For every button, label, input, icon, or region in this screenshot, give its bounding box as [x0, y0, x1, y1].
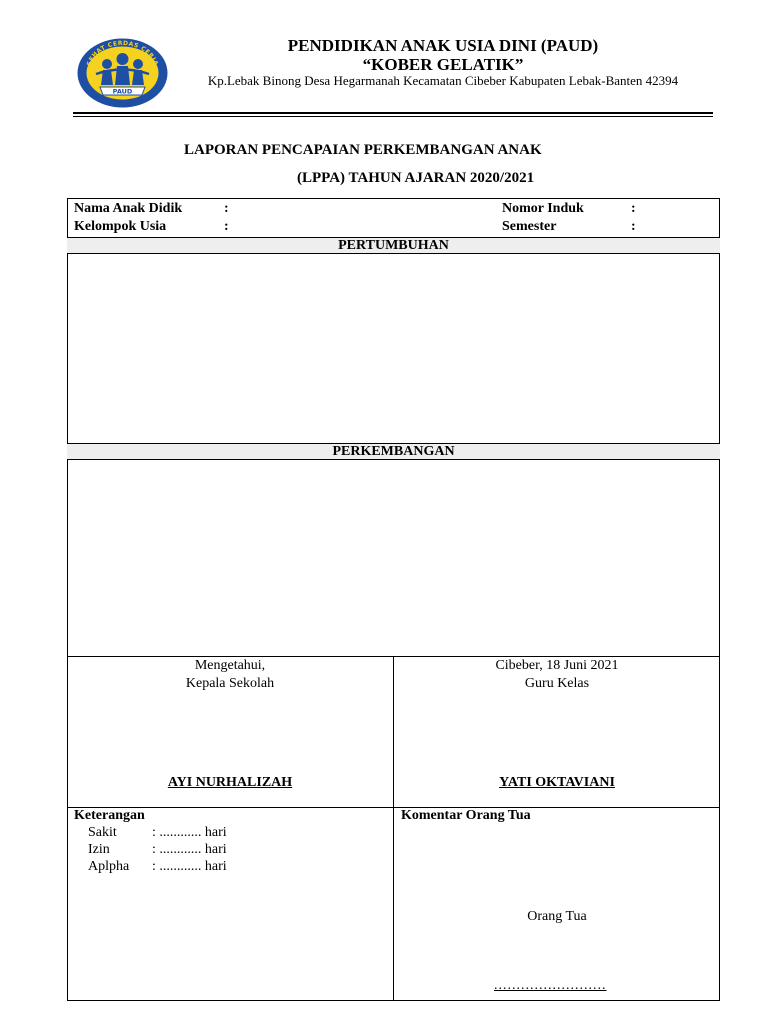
logo-banner-text: PAUD [112, 87, 133, 96]
attendance-absent-value: : ............ hari [152, 859, 227, 874]
student-number-label: Nomor Induk [502, 201, 584, 216]
paud-emblem-icon [76, 37, 169, 109]
age-group-colon: : [224, 219, 229, 234]
letterhead-rule-thin [73, 116, 713, 117]
development-section-header: PERKEMBANGAN [67, 443, 720, 460]
school-name: “KOBER GELATIK” [362, 55, 524, 74]
attendance-permit-value: : ............ hari [152, 842, 227, 857]
attendance-title: Keterangan [74, 808, 145, 823]
letterhead-rule-thick [73, 112, 713, 114]
school-address: Kp.Lebak Binong Desa Hegarmanah Kecamatan Cibeber Kabupaten Lebak-Banten 42394 [207, 73, 679, 88]
attendance-permit-label: Izin [88, 842, 110, 857]
attendance-absent-label: Aplpha [88, 859, 130, 874]
name-colon: : [224, 201, 229, 216]
place-date-text: Cibeber, 18 Juni 2021 [495, 658, 619, 673]
parent-comment-title: Komentar Orang Tua [401, 808, 531, 823]
parent-signature-line: ......................... [494, 978, 607, 993]
semester-colon: : [631, 219, 636, 234]
age-group-label: Kelompok Usia [74, 219, 167, 234]
student-number-colon: : [631, 201, 636, 216]
attendance-sick-label: Sakit [88, 825, 117, 840]
teacher-role: Guru Kelas [524, 676, 590, 691]
parent-role: Orang Tua [527, 909, 587, 924]
principal-name: AYI NURHALIZAH [167, 775, 293, 790]
logo-motto-text: SEHAT CERDAS CERIA [85, 39, 160, 67]
institution-title: PENDIDIKAN ANAK USIA DINI (PAUD) [287, 36, 599, 55]
report-title-line1: LAPORAN PENCAPAIAN PERKEMBANGAN ANAK [184, 142, 542, 158]
principal-acknowledge-text: Mengetahui, [194, 658, 266, 673]
signature-column-divider [393, 656, 394, 1001]
teacher-name: YATI OKTAVIANI [499, 775, 615, 790]
name-label: Nama Anak Didik [74, 201, 183, 216]
report-title-line2: (LPPA) TAHUN AJARAN 2020/2021 [297, 170, 535, 186]
attendance-top-divider [67, 807, 720, 808]
growth-section-header: PERTUMBUHAN [67, 237, 720, 254]
principal-role: Kepala Sekolah [185, 676, 275, 691]
attendance-sick-value: : ............ hari [152, 825, 227, 840]
semester-label: Semester [502, 219, 557, 234]
